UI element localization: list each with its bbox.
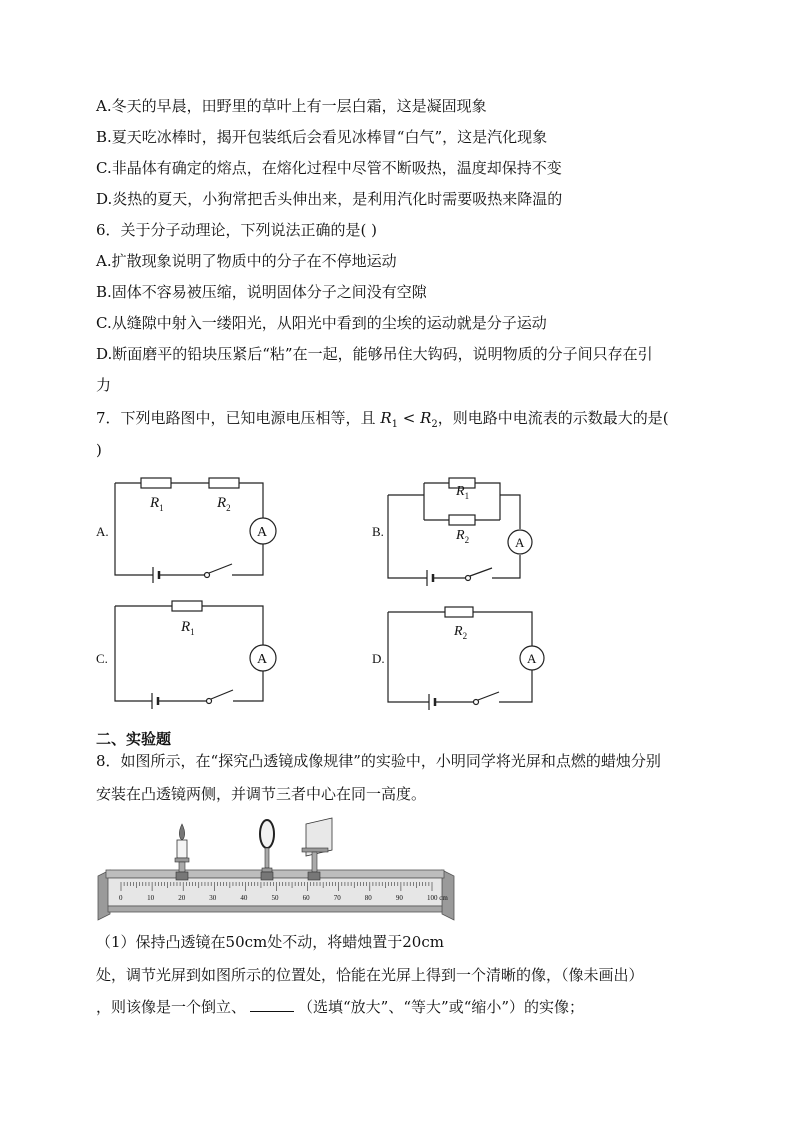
circuit-d-label: D. [372, 651, 385, 666]
circuit-c-ammeter-label: A [257, 652, 268, 667]
circuit-b-ammeter-label: A [515, 535, 525, 550]
ruler-label: 60 [302, 894, 310, 902]
circuit-c-r1-label: $R_1$ [181, 619, 195, 637]
q6-stem: 6．关于分子动理论，下列说法正确的是( ) [96, 221, 378, 239]
circuit-a-r2-label: $R_2$ [217, 495, 231, 513]
q5-option-b: B.夏天吃冰棒时，揭开包装纸后会看见冰棒冒“白气”，这是汽化现象 [96, 128, 548, 146]
ruler-label: 100 cm [427, 894, 448, 902]
circuit-c-r1 [172, 601, 202, 611]
q5-option-a: A.冬天的早晨，田野里的草叶上有一层白霜，这是凝固现象 [96, 97, 487, 115]
ruler-label: 20 [178, 894, 186, 902]
ruler-label: 50 [271, 894, 279, 902]
circuit-d-ammeter-label: A [527, 651, 537, 666]
circuit-a-r1 [141, 478, 171, 488]
circuit-a-ammeter-label: A [257, 525, 268, 540]
circuit-d [388, 607, 544, 710]
q7-r2-sub: 2 [431, 419, 438, 430]
circuit-d-r2 [445, 607, 473, 617]
q6-option-d: D.断面磨平的铅块压紧后“粘”在一起，能够吊住大钩码，说明物质的分子间只存在引 [96, 345, 653, 363]
convex-lens [260, 820, 274, 880]
circuit-b-r2-label: $R_2$ [456, 528, 470, 545]
ruler-label: 70 [333, 894, 341, 902]
q8-line-2: 安装在凸透镜两侧，并调节三者中心在同一高度。 [96, 785, 427, 803]
q8-line-1: 8．如图所示，在“探究凸透镜成像规律”的实验中，小明同学将光屏和点燃的蜡烛分别 [96, 752, 661, 770]
q8-sub1-end-pre: ，则该像是一个倒立、 [96, 998, 247, 1016]
circuit-b-switch [470, 568, 492, 576]
ruler-label: 80 [364, 894, 372, 902]
circuit-d-r2-label: $R_2$ [454, 624, 468, 641]
q7-stem-post: ，则电路中电流表的示数最大的是( [437, 409, 669, 427]
circuit-d-switch [478, 692, 499, 700]
section-2-heading: 二、实验题 [96, 730, 172, 748]
q6-option-d-cont: 力 [96, 376, 112, 394]
circuit-b-label: B. [372, 524, 384, 539]
q7-lt: < [398, 409, 421, 427]
q7-circuits [0, 465, 794, 725]
circuit-a-switch [209, 564, 232, 573]
q7-r1-sub: 1 [391, 419, 398, 430]
ruler-label: 40 [240, 894, 248, 902]
q8-sub1-end [96, 997, 584, 1017]
ruler-label: 30 [209, 894, 217, 902]
circuit-b-r2 [449, 515, 475, 525]
circuit-a-label: A. [96, 524, 109, 539]
q7-stem-pre: 7．下列电路图中，已知电源电压相等，且 [96, 409, 381, 427]
q7-stem-cont: ) [96, 441, 102, 459]
circuit-c-switch [211, 690, 233, 699]
q6-option-c: C.从缝隙中射入一缕阳光，从阳光中看到的尘埃的运动就是分子运动 [96, 314, 547, 332]
q6-option-b: B.固体不容易被压缩，说明固体分子之间没有空隙 [96, 283, 427, 301]
q8-sub1-end-post: （选填“放大”、“等大”或“缩小”）的实像； [298, 998, 585, 1016]
ruler-label: 90 [395, 894, 403, 902]
q8-sub1-cont: 处，调节光屏到如图所示的位置处，恰能在光屏上得到一个清晰的像，（像未画出） [96, 966, 644, 984]
circuit-a-r1-label: $R_1$ [150, 495, 164, 513]
q5-option-d: D.炎热的夏天，小狗常把舌头伸出来，是利用汽化时需要吸热来降温的 [96, 190, 563, 208]
q7-r1: R [380, 409, 392, 427]
circuit-c-label: C. [96, 651, 108, 666]
circuit-b-r1-label: $R_1$ [456, 484, 470, 501]
q5-option-c: C.非晶体有确定的熔点，在熔化过程中尽管不断吸热，温度却保持不变 [96, 159, 562, 177]
q7-stem [96, 408, 669, 435]
q8-sub1: （1）保持凸透镜在50cm处不动，将蜡烛置于20cm [96, 933, 444, 951]
answer-blank[interactable] [250, 997, 294, 1012]
q7-r2: R [420, 409, 432, 427]
ruler-label: 10 [147, 894, 155, 902]
circuit-c [115, 601, 276, 709]
q6-option-a: A.扩散现象说明了物质中的分子在不停地运动 [96, 252, 397, 270]
circuit-a-r2 [209, 478, 239, 488]
optical-bench-figure [96, 812, 456, 922]
circuit-a [115, 478, 276, 583]
ruler-label: 0 [119, 894, 123, 902]
